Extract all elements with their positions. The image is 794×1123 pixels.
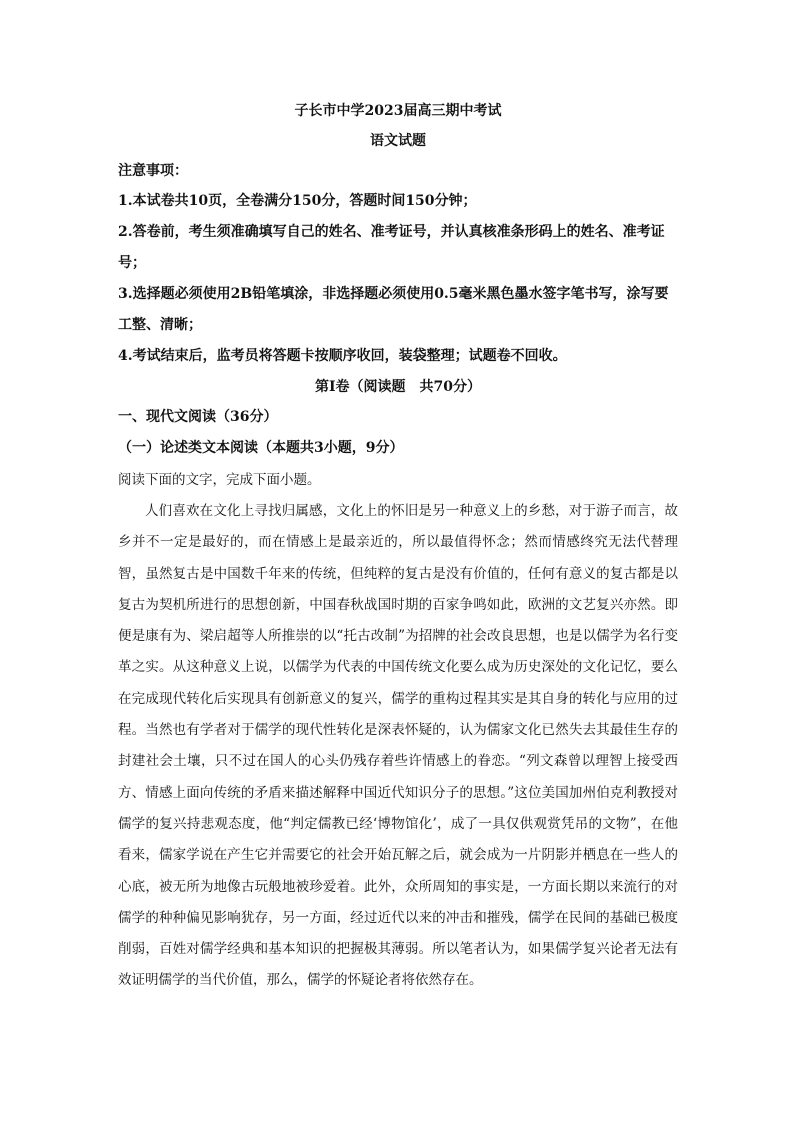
exam-page [118,96,678,997]
note-item-3: 3.选择题必须使用2B铅笔填涂，非选择题必须使用0.5毫米黑色墨水签字笔书写，涂写要工整、清晰； [118,286,669,333]
note-item-2: 2.答卷前，考生须准确填写自己的姓名、准考证号，并认真核准条形码上的姓名、准考证号； [118,224,665,271]
reading-instruction: 阅读下面的文字，完成下面小题。 [118,472,321,488]
subpart-title: （一）论述类文本阅读（本题共3小题，9分） [118,440,404,456]
subject-title: 语文试题 [370,133,426,149]
notes-heading: 注意事项： [118,163,188,179]
reading-passage: 人们喜欢在文化上寻找归属感，文化上的怀旧是另一种意义上的乡愁，对于游子而言，故乡并不一定是最好的，而在情感上是最亲近的，所以最值得怀念；然而情感终究无法代替理智，虽然复古是中国数千年来的传统，但纯粹的复古是没有价值的，任何有意义的复古都是以复古为契机所进行的思想创新，中国春秋战国时期的百家争鸣如此，欧洲的文艺复兴亦然。即便是康有为、梁启超等人所推崇的以“托古改制”为招牌的社会改良思想，也是以儒学为名行变革之实。从这种意义上说，以儒学为代表的中国传统文化要么成为历史深处的文化记忆，要么在完成现代转化后实现具有创新意义的复兴，儒学的重构过程其实是其自身的转化与应用的过程。当然也有学者对于儒学的现代性转化是深表怀疑的，认为儒家文化已然失去其最佳生存的封建社会土壤，只不过在国人的心头仍残存着些许情感上的眷恋。“列文森曾以理智上接受西方、情感上面向传统的矛盾来描述解释中国近代知识分子的思想。”这位美国加州伯克利教授对儒学的复兴持悲观态度，他“判定儒教已经‘博物馆化’，成了一具仅供观赏凭吊的文物”，在他看来，儒家学说在产生它并需要它的社会开始瓦解之后，就会成为一片阴影并栖息在一些人的心底，被无所为地像古玩般地被珍爱着。此外，众所周知的事实是，一方面长期以来流行的对儒学的种种偏见影响犹存，另一方面，经过近代以来的冲击和摧残，儒学在民间的基础已极度削弱，百姓对儒学经典和基本知识的把握极其薄弱。所以笔者认为，如果儒学复兴论者无法有效证明儒学的当代价值，那么，儒学的怀疑论者将依然存在。 [118,503,678,989]
exam-title: 子长市中学2023届高三期中考试 [294,103,502,119]
note-item-1: 1.本试卷共10页，全卷满分150分，答题时间150分钟； [118,193,477,209]
note-item-4: 4.考试结束后，监考员将答题卡按顺序收回，装袋整理；试题卷不回收。 [118,348,567,364]
part-title: 一、现代文阅读（36分） [118,409,278,425]
section-title: 第Ⅰ卷（阅读题 共70分） [314,379,482,395]
